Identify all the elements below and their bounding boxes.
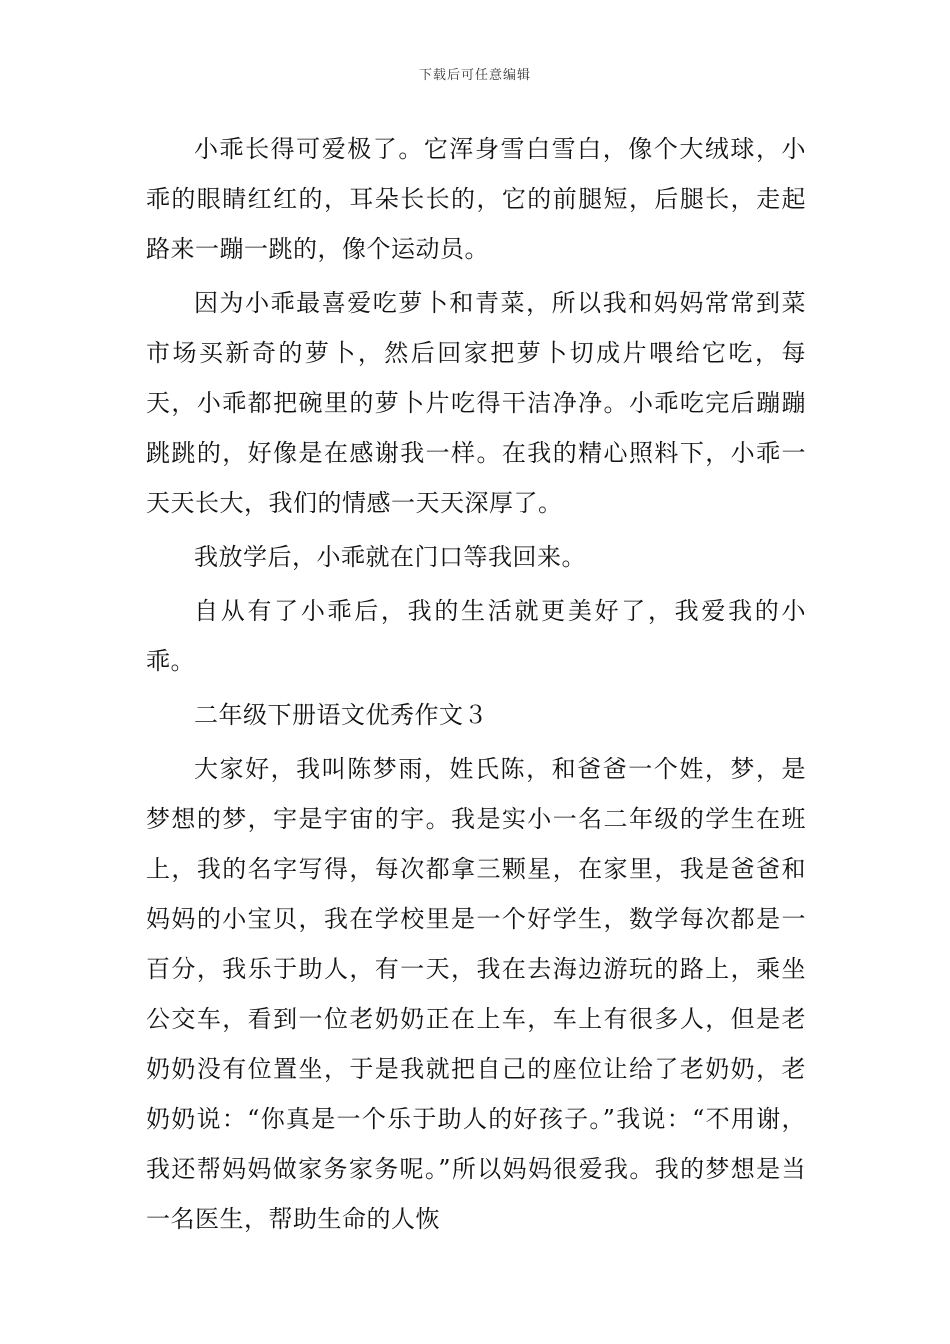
paragraph-self-intro: 大家好，我叫陈梦雨，姓氏陈，和爸爸一个姓，梦，是梦想的梦，宇是宇宙的宇。我是实小一名二年级的学生在班上，我的名字写得，每次都拿三颗星，在家里，我是爸爸和妈妈的小宝贝，我在学校里是一个好学生，数学每次都是一百分，我乐于助人，有一天，我在去海边游玩的路上，乘坐公交车，看到一位老奶奶正在上车，车上有很多人，但是老奶奶没有位置坐，于是我就把自己的座位让给了老奶奶，老奶奶说：“你真是一个乐于助人的好孩子。”我说：“不用谢，我还帮妈妈做家务家务呢。”所以妈妈很爱我。我的梦想是当一名医生，帮助生命的人恢	[146, 755, 806, 1233]
paragraph-appearance: 小乖长得可爱极了。它浑身雪白雪白，像个大绒球，小乖的眼睛红红的，耳朵长长的，它的前腿短，后腿长，走起路来一蹦一跳的，像个运动员。	[146, 135, 806, 263]
document-body	[146, 124, 806, 1244]
paragraph-feeding: 因为小乖最喜爱吃萝卜和青菜，所以我和妈妈常常到菜市场买新奇的萝卜，然后回家把萝卜切成片喂给它吃，每天，小乖都把碗里的萝卜片吃得干洁净净。小乖吃完后蹦蹦跳跳的，好像是在感谢我一样。在我的精心照料下，小乖一天天长大，我们的情感一天天深厚了。	[146, 289, 806, 517]
page-header-note: 下载后可任意编辑	[418, 68, 531, 83]
essay-heading: 二年级下册语文优秀作文３	[194, 701, 488, 729]
paragraph-conclusion: 自从有了小乖后，我的生活就更美好了，我爱我的小乖。	[146, 597, 806, 675]
paragraph-waiting: 我放学后，小乖就在门口等我回来。	[194, 543, 586, 571]
